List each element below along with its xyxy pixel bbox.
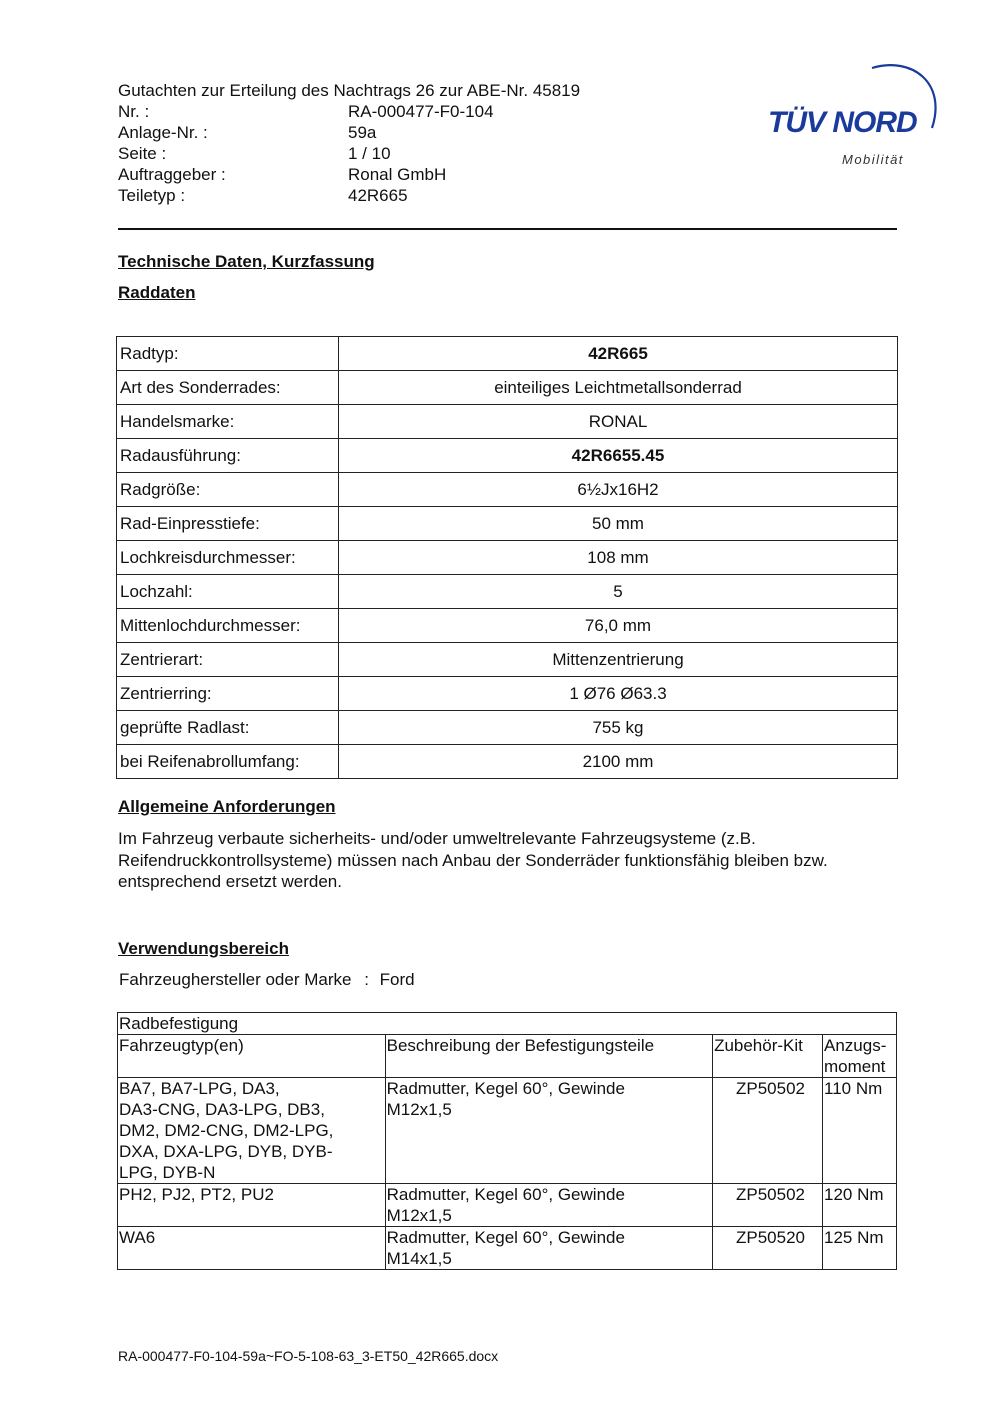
section-title-verwendung: Verwendungsbereich xyxy=(118,939,289,958)
vehicle-types-line: DA3-CNG, DA3-LPG, DB3, xyxy=(119,1100,325,1119)
table-row xyxy=(118,1184,897,1227)
fastener-description-cell xyxy=(385,1078,712,1184)
header-row-teiletyp xyxy=(118,185,638,206)
section-title-tech: Technische Daten, Kurzfassung xyxy=(118,252,375,271)
column-header: Zubehör-Kit xyxy=(713,1035,823,1078)
wheel-spec-table xyxy=(116,336,898,779)
header-value: 1 / 10 xyxy=(348,144,391,163)
header-row-nr xyxy=(118,101,638,122)
logo-subtitle: Mobilität xyxy=(842,152,904,167)
spec-value: 42R665 xyxy=(339,337,898,371)
header-divider xyxy=(118,228,897,230)
spec-label: Zentrierring: xyxy=(117,677,339,711)
torque-cell: 125 Nm xyxy=(823,1227,897,1270)
column-header: Beschreibung der Befestigungsteile xyxy=(385,1035,712,1078)
header-row-auftraggeber xyxy=(118,164,638,185)
header-key: Seite : xyxy=(118,144,167,163)
fastener-description-line: M12x1,5 xyxy=(386,1100,452,1119)
column-header: Fahrzeugtyp(en) xyxy=(118,1035,386,1078)
spec-label: Handelsmarke: xyxy=(117,405,339,439)
spec-label: Radtyp: xyxy=(117,337,339,371)
spec-label: Lochzahl: xyxy=(117,575,339,609)
spec-value: einteiliges Leichtmetallsonderrad xyxy=(339,371,898,405)
spec-label: Radgröße: xyxy=(117,473,339,507)
table-caption: Radbefestigung xyxy=(118,1013,897,1035)
document-header xyxy=(118,80,638,206)
fastener-description-line: M12x1,5 xyxy=(386,1206,452,1225)
table-row xyxy=(117,745,898,779)
table-row xyxy=(118,1227,897,1270)
vehicle-types-line: BA7, BA7-LPG, DA3, xyxy=(119,1079,280,1098)
spec-value: 5 xyxy=(339,575,898,609)
maker-label: Fahrzeughersteller oder Marke xyxy=(119,970,352,989)
spec-value: 108 mm xyxy=(339,541,898,575)
accessory-kit-cell: ZP50502 xyxy=(713,1184,823,1227)
spec-label: Lochkreisdurchmesser: xyxy=(117,541,339,575)
spec-value: RONAL xyxy=(339,405,898,439)
spec-label: Zentrierart: xyxy=(117,643,339,677)
spec-label: Mittenlochdurchmesser: xyxy=(117,609,339,643)
header-line: Anzugs- xyxy=(824,1036,887,1055)
spec-value: 42R6655.45 xyxy=(339,439,898,473)
maker-value: Ford xyxy=(379,970,415,989)
header-value: Ronal GmbH xyxy=(348,165,447,184)
vehicle-types-cell xyxy=(118,1184,386,1227)
table-row xyxy=(117,371,898,405)
table-row xyxy=(117,711,898,745)
spec-value: Mittenzentrierung xyxy=(339,643,898,677)
vehicle-types-cell xyxy=(118,1078,386,1184)
table-row xyxy=(117,405,898,439)
header-key: Anlage-Nr. : xyxy=(118,123,208,142)
fastener-description-cell xyxy=(385,1227,712,1270)
spec-value: 1 Ø76 Ø63.3 xyxy=(339,677,898,711)
table-row xyxy=(117,541,898,575)
document-title: Gutachten zur Erteilung des Nachtrags 26 zur ABE-Nr. 45819 xyxy=(118,81,581,100)
spec-value: 50 mm xyxy=(339,507,898,541)
header-line: moment xyxy=(824,1057,886,1076)
vehicle-types-cell xyxy=(118,1227,386,1270)
spec-value: 76,0 mm xyxy=(339,609,898,643)
torque-cell: 110 Nm xyxy=(823,1078,897,1184)
vehicle-maker-line xyxy=(119,970,415,990)
table-caption-row xyxy=(118,1013,897,1035)
fastener-description-line: Radmutter, Kegel 60°, Gewinde xyxy=(386,1228,625,1247)
wheel-fixing-table xyxy=(117,1012,897,1270)
spec-label: Rad-Einpresstiefe: xyxy=(117,507,339,541)
header-value: 59a xyxy=(348,123,377,142)
header-key: Teiletyp : xyxy=(118,186,186,205)
table-row xyxy=(118,1078,897,1184)
table-row xyxy=(117,337,898,371)
fastener-description-line: Radmutter, Kegel 60°, Gewinde xyxy=(386,1185,625,1204)
spec-value: 755 kg xyxy=(339,711,898,745)
spec-label: Radausführung: xyxy=(117,439,339,473)
table-header-row xyxy=(118,1035,897,1078)
table-row xyxy=(117,507,898,541)
table-row xyxy=(117,677,898,711)
table-row xyxy=(117,575,898,609)
vehicle-types-line: LPG, DYB-N xyxy=(119,1163,216,1182)
spec-label: bei Reifenabrollumfang: xyxy=(117,745,339,779)
accessory-kit-cell: ZP50502 xyxy=(713,1078,823,1184)
accessory-kit-cell: ZP50520 xyxy=(713,1227,823,1270)
maker-separator: : xyxy=(364,970,369,989)
header-value: RA-000477-F0-104 xyxy=(348,102,494,121)
allgemein-paragraph: Im Fahrzeug verbaute sicherheits- und/oder umweltrelevante Fahrzeugsysteme (z.B. Reifendruckkontrollsysteme) müssen nach Anbau der Sonderräder funktionsfähig bleiben bzw. entsprechend ersetzt werden. xyxy=(118,829,828,891)
spec-value: 2100 mm xyxy=(339,745,898,779)
table-row xyxy=(117,439,898,473)
table-row xyxy=(117,609,898,643)
vehicle-types-line: WA6 xyxy=(119,1228,156,1247)
table-row xyxy=(117,473,898,507)
vehicle-types-line: PH2, PJ2, PT2, PU2 xyxy=(119,1185,274,1204)
section-title-allgemein: Allgemeine Anforderungen xyxy=(118,797,336,816)
spec-label: geprüfte Radlast: xyxy=(117,711,339,745)
header-key: Nr. : xyxy=(118,102,150,121)
logo-wordmark: TÜV NORD xyxy=(768,106,917,139)
spec-value: 6½Jx16H2 xyxy=(339,473,898,507)
header-row-anlage xyxy=(118,122,638,143)
fastener-description-line: Radmutter, Kegel 60°, Gewinde xyxy=(386,1079,625,1098)
fastener-description-line: M14x1,5 xyxy=(386,1249,452,1268)
torque-cell: 120 Nm xyxy=(823,1184,897,1227)
footer-filename: RA-000477-F0-104-59a~FO-5-108-63_3-ET50_42R665.docx xyxy=(118,1348,499,1364)
column-header-torque xyxy=(823,1035,897,1078)
tuv-nord-logo xyxy=(762,58,942,173)
table-row xyxy=(117,643,898,677)
vehicle-types-line: DXA, DXA-LPG, DYB, DYB- xyxy=(119,1142,333,1161)
spec-label: Art des Sonderrades: xyxy=(117,371,339,405)
fastener-description-cell xyxy=(385,1184,712,1227)
section-title-raddaten: Raddaten xyxy=(118,283,196,302)
header-value: 42R665 xyxy=(348,186,408,205)
header-key: Auftraggeber : xyxy=(118,165,226,184)
header-row-seite xyxy=(118,143,638,164)
vehicle-types-line: DM2, DM2-CNG, DM2-LPG, xyxy=(119,1121,334,1140)
